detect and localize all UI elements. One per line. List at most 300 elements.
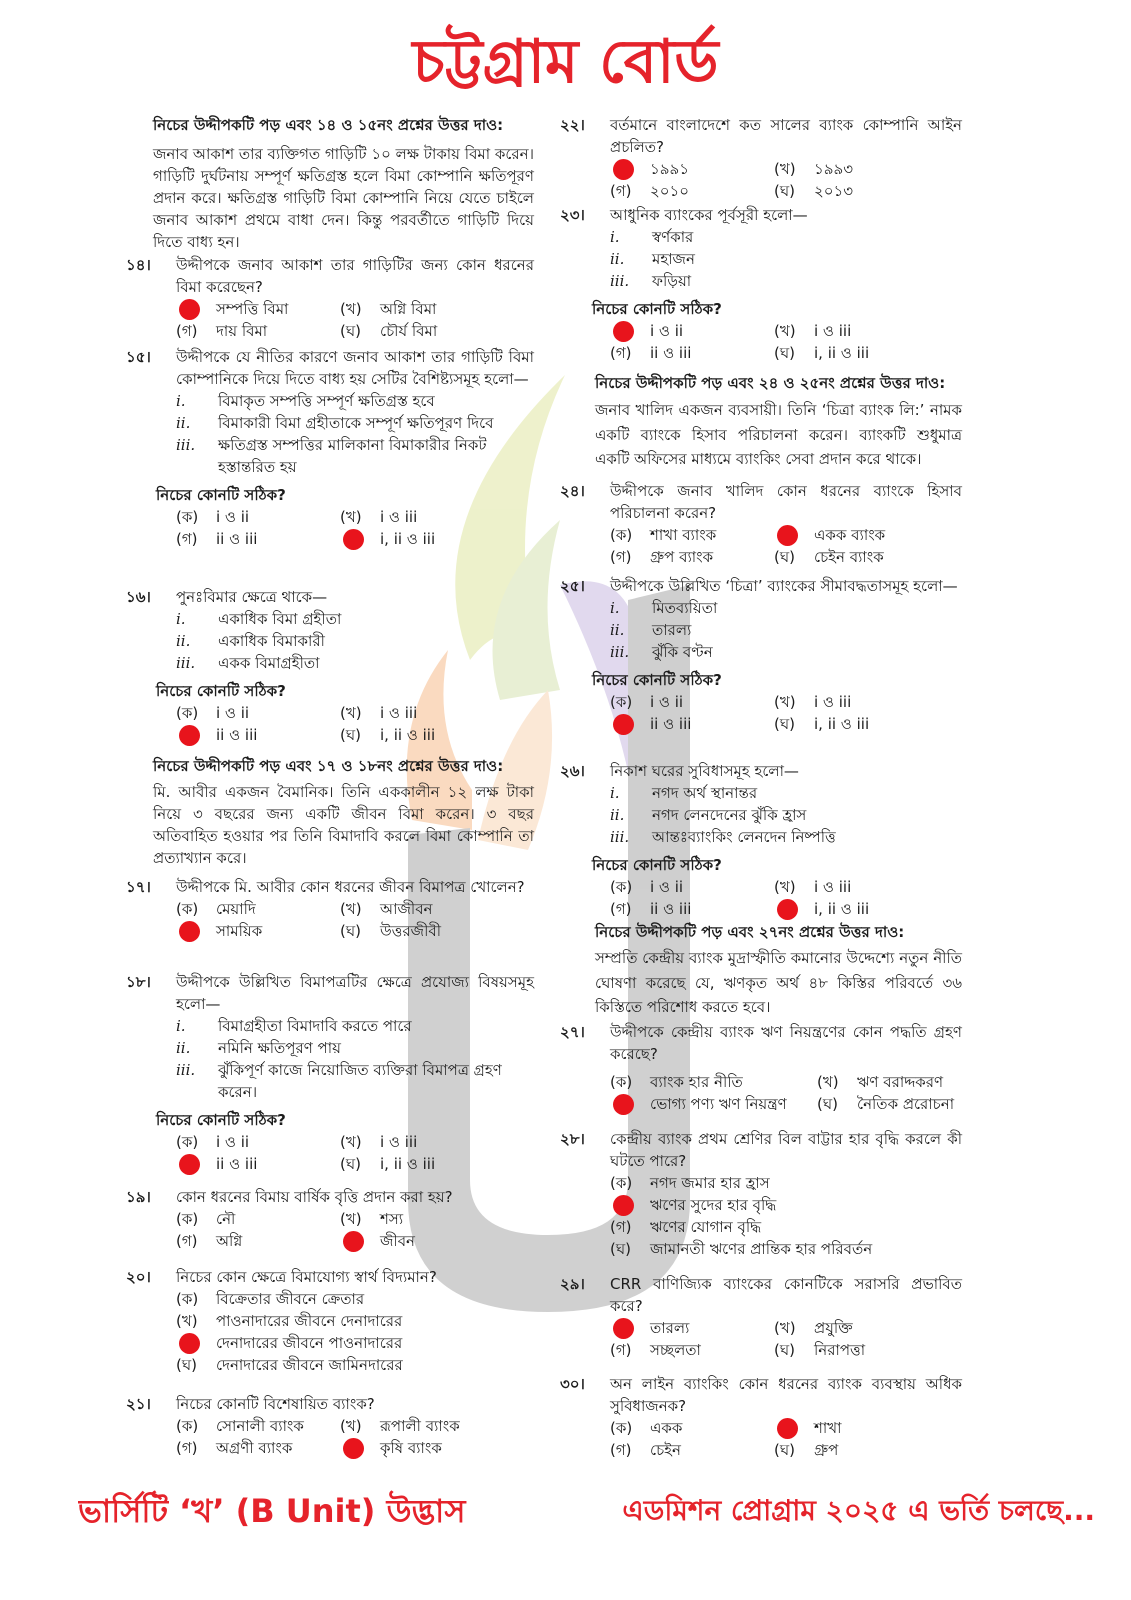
option (340, 1415, 534, 1437)
question-text: উদ্দীপকে জনাব খালিদ কোন ধরনের ব্যাংকে হিসাব পরিচালনা করেন? (610, 482, 962, 522)
stimulus-instruction: নিচের উদ্দীপকটি পড় এবং ২৪ ও ২৫নং প্রশ্নের উত্তর দাও: (595, 374, 946, 392)
question-body (176, 1393, 534, 1459)
option-label: (গ) (610, 344, 632, 362)
question-text: উদ্দীপকে জনাব আকাশ তার গাড়িটির জন্য কোন ধরনের বিমা করেছেন? (176, 256, 534, 296)
option-list (610, 320, 962, 364)
question-number: ১৮। (126, 973, 151, 991)
statement-text: বিমাকারী বিমা গ্রহীতাকে সম্পূর্ণ ক্ষতিপূরণ দিবে (218, 414, 494, 432)
option-correct (340, 1437, 534, 1459)
statement-text: একাধিক বিমা গ্রহীতা (218, 610, 342, 628)
answer-marker-dot-icon (343, 529, 364, 550)
option (340, 1153, 534, 1175)
question-number: ২৫। (560, 577, 585, 595)
option-text: ঋণ বরাদ্দকরণ (857, 1073, 944, 1091)
option-text: ii ও iii (650, 900, 692, 918)
option-label: (ঘ) (774, 715, 795, 733)
statement-item (610, 226, 962, 248)
option (610, 1216, 962, 1238)
statement-text: নমিনি ক্ষতিপূরণ পায় (218, 1039, 341, 1057)
option-label: (খ) (340, 508, 362, 526)
option-correct (774, 898, 962, 920)
question-body (156, 586, 534, 746)
question-block (560, 575, 962, 735)
option-text: উত্তরজীবী (380, 922, 442, 940)
option (610, 1417, 774, 1439)
option-label: (খ) (340, 1210, 362, 1228)
answer-marker-dot-icon (179, 725, 200, 746)
option-text: i, ii ও iii (380, 530, 436, 548)
option (610, 691, 774, 713)
option-text: i ও ii (216, 1133, 250, 1151)
question-body (176, 1266, 534, 1376)
question-text: অন লাইন ব্যাংকিং কোন ধরনের ব্যাংক ব্যবস্থায় অধিক সুবিধাজনক? (610, 1375, 962, 1415)
option-label: (ক) (176, 1417, 199, 1435)
question-text: উদ্দীপকে উল্লিখিত বিমাপত্রটির ক্ষেত্রে প্রযোজ্য বিষয়সমূহ হলো— (176, 973, 534, 1013)
statement-item (610, 826, 962, 848)
footer-admission-banner: এডমিশন প্রোগ্রাম ২০২৫ এ ভর্তি চলছে... (622, 1494, 1095, 1527)
option-text: ঋণের যোগান বৃদ্ধি (650, 1218, 762, 1236)
question-block (126, 1266, 534, 1376)
question-block (560, 1128, 962, 1260)
option-text: শাখা (814, 1419, 842, 1437)
statement-text: ঝুঁকিপূর্ণ কাজে নিয়োজিত ব্যক্তিরা বিমাপত্র গ্রহণ করেন। (218, 1061, 502, 1101)
question-prompt: নিচের কোনটি সঠিক? (156, 486, 286, 504)
option-label: (ক) (610, 693, 633, 711)
statement-item (176, 1059, 534, 1103)
question-number: ১৪। (126, 256, 151, 274)
statement-item (176, 390, 534, 412)
option (774, 713, 962, 735)
question-block (126, 1393, 534, 1459)
option (176, 320, 340, 342)
option-label: (ঘ) (774, 548, 795, 566)
option-list (176, 506, 534, 550)
statement-numeral: i. (610, 599, 620, 617)
statement-list (610, 226, 962, 292)
question-prompt: নিচের কোনটি সঠিক? (592, 671, 722, 689)
option-text: ভোগ্য পণ্য ঋণ নিয়ন্ত্রণ (650, 1095, 787, 1113)
option-text: ii ও iii (216, 726, 258, 744)
option-label: (গ) (610, 1218, 632, 1236)
option (176, 702, 340, 724)
answer-marker-dot-icon (613, 159, 634, 180)
question-text: নিচের কোনটি বিশেষায়িত ব্যাংক? (176, 1395, 375, 1413)
option-text: চেইন ব্যাংক (814, 548, 884, 566)
option (774, 876, 962, 898)
option-label: (খ) (774, 693, 796, 711)
statement-list (610, 782, 962, 848)
answer-marker-dot-icon (179, 299, 200, 320)
option (774, 1339, 962, 1361)
option-list (610, 691, 962, 735)
option-text: i ও iii (814, 693, 852, 711)
stimulus-passage: জনাব খালিদ একজন ব্যবসায়ী। তিনি ‘চিত্রা ব্যাংক লি:’ নামক একটি ব্যাংকে হিসাব পরিচালনা করেন। ব্যাংকটি শুধুমাত্র একটি অফিসের মাধ্যমে ব্যাংকিং সেবা প্রদান করে থাকে। (595, 401, 962, 468)
option-text: i ও ii (216, 508, 250, 526)
option-correct (610, 713, 774, 735)
question-text: উদ্দীপকে মি. আবীর কোন ধরনের জীবন বিমাপত্র খোলেন? (176, 878, 525, 896)
question-number: ২৪। (560, 482, 585, 500)
option-label: (ঘ) (340, 922, 361, 940)
option-list (176, 898, 534, 942)
option (340, 898, 534, 920)
statement-item (176, 1015, 534, 1037)
statement-list (176, 608, 534, 674)
statement-text: ক্ষতিগ্রস্ত সম্পত্তির মালিকানা বিমাকারীর নিকট হস্তান্তরিত হয় (218, 436, 487, 476)
question-body (156, 346, 534, 550)
question-prompt: নিচের কোনটি সঠিক? (156, 1111, 286, 1129)
option (176, 1437, 340, 1459)
question-body (176, 876, 534, 942)
footer-unit-banner: ভার্সিটি ‘খ’ (B Unit) উদ্ভাস (78, 1492, 466, 1530)
question-text: নিচের কোন ক্ষেত্রে বিমাযোগ্য স্বার্থ বিদ্যমান? (176, 1268, 437, 1286)
option-label: (খ) (774, 1319, 796, 1337)
question-number: ১৭। (126, 878, 151, 896)
statement-item (610, 619, 962, 641)
option-text: দায় বিমা (216, 322, 268, 340)
option (610, 1339, 774, 1361)
option-text: পাওনাদারের জীবনে দেনাদারের (216, 1312, 403, 1330)
question-text: বর্তমানে বাংলাদেশে কত সালের ব্যাংক কোম্পানি আইন প্রচলিত? (610, 116, 962, 156)
answer-marker-dot-icon (343, 1231, 364, 1252)
option-text: i ও iii (814, 878, 852, 896)
option (340, 1131, 534, 1153)
option-list (176, 298, 534, 342)
option-label: (খ) (340, 900, 362, 918)
question-block (560, 760, 962, 920)
stimulus-instruction: নিচের উদ্দীপকটি পড় এবং ২৭নং প্রশ্নের উত্তর দাও: (595, 923, 905, 941)
question-block (126, 586, 534, 746)
option-label: (ঘ) (340, 1155, 361, 1173)
option-correct (610, 158, 774, 180)
stimulus-instruction: নিচের উদ্দীপকটি পড় এবং ১৭ ও ১৮নং প্রশ্নের উত্তর দাও: (153, 757, 504, 775)
option-label: (গ) (610, 1441, 632, 1459)
statement-text: ফড়িয়া (652, 272, 692, 290)
option-text: i ও ii (650, 878, 684, 896)
question-text: উদ্দীপকে উল্লিখিত ‘চিত্রা’ ব্যাংকের সীমাবদ্ধতাসমূহ হলো— (610, 577, 958, 595)
statement-text: নগদ অর্থ স্থানান্তর (652, 784, 758, 802)
option-text: i, ii ও iii (380, 1155, 436, 1173)
option-list (176, 1131, 534, 1175)
statement-item (610, 597, 962, 619)
option-list (610, 1317, 962, 1361)
question-text: কোন ধরনের বিমায় বার্ষিক বৃত্তি প্রদান করা হয়? (176, 1188, 453, 1206)
option (176, 1310, 534, 1332)
option-label: (ক) (176, 704, 199, 722)
question-text: উদ্দীপকে যে নীতির কারণে জনাব আকাশ তার গাড়িটি বিমা কোম্পানিকে দিয়ে দিতে বাধ্য হয় সেটির বৈশিষ্ট্যসমূহ হলো— (176, 348, 534, 388)
stimulus-passage: জনাব আকাশ তার ব্যক্তিগত গাড়িটি ১০ লক্ষ টাকায় বিমা করেন। গাড়িটি দুর্ঘটনায় সম্পূর্ণ ক্ষতিগ্রস্ত হলে বিমা কোম্পানি ক্ষতিপূরণ প্রদান করে। ক্ষতিগ্রস্ত গাড়িটি বিমা কোম্পানি নিয়ে যেতে চাইলে জনাব আকাশ প্রথমে বাধা দেন। কিন্তু পরবর্তীতে গাড়িটি দিয়ে দিতে বাধ্য হন। (153, 145, 534, 251)
option-label: (খ) (774, 160, 796, 178)
statement-numeral: i. (176, 1017, 186, 1035)
option-label: (গ) (176, 322, 198, 340)
option-label: (ক) (610, 526, 633, 544)
answer-marker-dot-icon (343, 1438, 364, 1459)
statement-text: ঝুঁকি বণ্টন (652, 643, 713, 661)
question-block (560, 1021, 962, 1115)
option-label: (ক) (176, 1133, 199, 1151)
option-text: বিক্রেতার জীবনে ক্রেতার (216, 1290, 365, 1308)
question-prompt: নিচের কোনটি সঠিক? (592, 300, 722, 318)
option-correct (774, 524, 962, 546)
option-text: চৌর্য বিমা (380, 322, 438, 340)
option-text: ii ও iii (650, 344, 692, 362)
question-block (126, 254, 534, 342)
option (774, 691, 962, 713)
option-correct (610, 1194, 962, 1216)
option-list (610, 1071, 962, 1115)
option-text: i ও iii (380, 704, 418, 722)
question-block (560, 480, 962, 568)
answer-marker-dot-icon (613, 321, 634, 342)
question-body (610, 1273, 962, 1361)
option-list (176, 1415, 534, 1459)
option-text: জীবন (380, 1232, 416, 1250)
option-label: (ঘ) (774, 344, 795, 362)
option-label: (ঘ) (774, 1341, 795, 1359)
question-number: ৩০। (560, 1375, 585, 1393)
question-block (126, 346, 534, 550)
right-question-column (560, 0, 962, 1480)
option (176, 1208, 340, 1230)
question-body (610, 114, 962, 202)
statement-numeral: i. (176, 392, 186, 410)
option-text: আজীবন (380, 900, 433, 918)
statement-text: একাধিক বিমাকারী (218, 632, 325, 650)
option-label: (ক) (176, 900, 199, 918)
answer-marker-dot-icon (777, 899, 798, 920)
question-number: ১৫। (126, 348, 151, 366)
option-label: (গ) (176, 530, 198, 548)
stimulus-passage: মি. আবীর একজন বৈমানিক। তিনি এককালীন ১২ লক্ষ টাকা নিয়ে ৩ বছরের জন্য একটি জীবন বিমা করেন। ৩ বছর অতিবাহিত হওয়ার পর তিনি বিমাদাবি করলে বিমা কোম্পানি তা প্রত্যাখ্যান করে। (153, 783, 534, 867)
answer-marker-dot-icon (179, 921, 200, 942)
option-correct (176, 298, 340, 320)
statement-numeral: ii. (610, 250, 625, 268)
statement-text: একক বিমাগ্রহীতা (218, 654, 320, 672)
option (176, 528, 340, 550)
statement-numeral: i. (610, 228, 620, 246)
option-correct (774, 1417, 962, 1439)
option-text: i ও iii (814, 322, 852, 340)
option-text: একক (650, 1419, 683, 1437)
option-correct (176, 920, 340, 942)
statement-item (176, 608, 534, 630)
statement-text: স্বর্ণকার (652, 228, 694, 246)
statement-numeral: i. (176, 610, 186, 628)
option-label: (গ) (176, 1232, 198, 1250)
question-prompt: নিচের কোনটি সঠিক? (592, 856, 722, 874)
option-list (610, 524, 962, 568)
question-number: ২৩। (560, 206, 585, 224)
option (610, 1439, 774, 1461)
option-text: রূপালী ব্যাংক (380, 1417, 460, 1435)
option (176, 1288, 534, 1310)
question-body (610, 480, 962, 568)
question-text: আধুনিক ব্যাংকের পূর্বসূরী হলো— (610, 206, 808, 224)
answer-marker-dot-icon (777, 525, 798, 546)
option-text: i ও ii (650, 322, 684, 340)
option-text: i, ii ও iii (814, 715, 870, 733)
option (774, 342, 962, 364)
option-text: i ও iii (380, 508, 418, 526)
option-text: দেনাদারের জীবনে জামিনদারের (216, 1356, 403, 1374)
question-number: ২০। (126, 1268, 151, 1286)
question-block (560, 1273, 962, 1361)
option (176, 1230, 340, 1252)
option (610, 876, 774, 898)
question-text: CRR বাণিজ্যিক ব্যাংকের কোনটিকে সরাসরি প্রভাবিত করে? (610, 1275, 962, 1315)
option-label: (ঘ) (610, 1240, 631, 1258)
statement-text: নগদ লেনদেনের ঝুঁকি হ্রাস (652, 806, 807, 824)
statement-item (176, 1037, 534, 1059)
statement-numeral: i. (610, 784, 620, 802)
option-text: ঋণের সুদের হার বৃদ্ধি (650, 1196, 777, 1214)
statement-item (610, 248, 962, 270)
question-number: ২৮। (560, 1130, 585, 1148)
statement-list (176, 390, 534, 478)
option (774, 1317, 962, 1339)
option (610, 1071, 817, 1093)
option-text: i, ii ও iii (814, 344, 870, 362)
option-list (610, 876, 962, 920)
answer-marker-dot-icon (613, 1195, 634, 1216)
question-text: নিকাশ ঘরের সুবিধাসমূহ হলো— (610, 762, 799, 780)
question-body (156, 971, 534, 1175)
option-text: সম্পত্তি বিমা (216, 300, 289, 318)
option-text: i ও iii (380, 1133, 418, 1151)
option (610, 1172, 962, 1194)
option-text: সচ্ছলতা (650, 1341, 701, 1359)
option-label: (ক) (610, 878, 633, 896)
question-block (126, 971, 534, 1175)
option-text: প্রযুক্তি (814, 1319, 853, 1337)
answer-marker-dot-icon (613, 1318, 634, 1339)
statement-text: বিমাগ্রহীতা বিমাদাবি করতে পারে (218, 1017, 412, 1035)
statement-list (610, 597, 962, 663)
statement-numeral: iii. (610, 643, 630, 661)
option-correct (176, 724, 340, 746)
option-label: (ক) (176, 1290, 199, 1308)
answer-marker-dot-icon (613, 1094, 634, 1115)
option-label: (গ) (610, 548, 632, 566)
option-label: (ঘ) (340, 322, 361, 340)
option-text: i, ii ও iii (380, 726, 436, 744)
option-label: (ক) (610, 1174, 633, 1192)
option (340, 1208, 534, 1230)
option (176, 898, 340, 920)
question-body (176, 1186, 534, 1252)
option-label: (খ) (340, 300, 362, 318)
option (176, 1354, 534, 1376)
option-text: i, ii ও iii (814, 900, 870, 918)
option (340, 320, 534, 342)
option (774, 1439, 962, 1461)
option-list (610, 158, 962, 202)
option-label: (গ) (610, 1341, 632, 1359)
question-block (126, 1186, 534, 1252)
question-prompt: নিচের কোনটি সঠিক? (156, 682, 286, 700)
option-text: চেইন (650, 1441, 681, 1459)
option-label: (ক) (610, 1419, 633, 1437)
option-correct (176, 1153, 340, 1175)
answer-marker-dot-icon (613, 714, 634, 735)
option (610, 898, 774, 920)
question-block (560, 1373, 962, 1461)
question-text: উদ্দীপকে কেন্দ্রীয় ব্যাংক ঋণ নিয়ন্ত্রণের কোন পদ্ধতি গ্রহণ করেছে? (610, 1023, 962, 1063)
option-list (176, 702, 534, 746)
option (340, 298, 534, 320)
option (176, 506, 340, 528)
option-label: (গ) (610, 900, 632, 918)
option-label: (ঘ) (774, 182, 795, 200)
option-correct (176, 1332, 534, 1354)
option (610, 180, 774, 202)
question-body (610, 1021, 962, 1115)
statement-numeral: iii. (176, 654, 196, 672)
option-text: নগদ জমার হার হ্রাস (650, 1174, 770, 1192)
option-text: সোনালী ব্যাংক (216, 1417, 304, 1435)
option-label: (খ) (340, 704, 362, 722)
statement-numeral: ii. (176, 1039, 191, 1057)
option (817, 1071, 962, 1093)
option-label: (খ) (817, 1073, 839, 1091)
stimulus-instruction: নিচের উদ্দীপকটি পড় এবং ১৪ ও ১৫নং প্রশ্নের উত্তর দাও: (153, 116, 504, 134)
option-label: (ক) (610, 1073, 633, 1091)
statement-list (176, 1015, 534, 1103)
option-label: (ঘ) (817, 1095, 838, 1113)
option-label: (খ) (774, 322, 796, 340)
option-text: কৃষি ব্যাংক (380, 1439, 442, 1457)
statement-text: তারল্য (652, 621, 692, 639)
option (774, 320, 962, 342)
statement-numeral: iii. (176, 436, 196, 454)
option-text: তারল্য (650, 1319, 690, 1337)
option-label: (ঘ) (774, 1441, 795, 1459)
question-block (126, 876, 534, 942)
question-body (610, 1373, 962, 1461)
option-correct (610, 1317, 774, 1339)
option-label: (ঘ) (340, 726, 361, 744)
option-text: শস্য (380, 1210, 404, 1228)
option-text: ii ও iii (216, 1155, 258, 1173)
statement-text: আন্তঃব্যাংকিং লেনদেন নিষ্পত্তি (652, 828, 836, 846)
option-text: জামানতী ঋণের প্রান্তিক হার পরিবর্তন (650, 1240, 873, 1258)
question-body (610, 1128, 962, 1260)
option-list (176, 1288, 534, 1376)
option-text: গ্রুপ ব্যাংক (650, 548, 714, 566)
option-text: অগ্নি (216, 1232, 243, 1250)
option-label: (ক) (176, 508, 199, 526)
option-label: (খ) (176, 1312, 198, 1330)
question-body (592, 575, 962, 735)
statement-numeral: ii. (610, 621, 625, 639)
option-label: (ক) (176, 1210, 199, 1228)
option-text: ii ও iii (216, 530, 258, 548)
statement-item (610, 804, 962, 826)
option (610, 546, 774, 568)
statement-numeral: ii. (176, 632, 191, 650)
question-block (560, 204, 962, 364)
option (176, 1131, 340, 1153)
option-text: ব্যাংক হার নীতি (650, 1073, 743, 1091)
question-body (592, 204, 962, 364)
option-label: (গ) (176, 1439, 198, 1457)
question-number: ১৬। (126, 588, 151, 606)
option-list (610, 1172, 962, 1260)
option (610, 342, 774, 364)
option-text: নৈতিক প্ররোচনা (857, 1095, 955, 1113)
option-correct (340, 528, 534, 550)
statement-text: মিতব্যয়িতা (652, 599, 718, 617)
statement-numeral: iii. (610, 272, 630, 290)
